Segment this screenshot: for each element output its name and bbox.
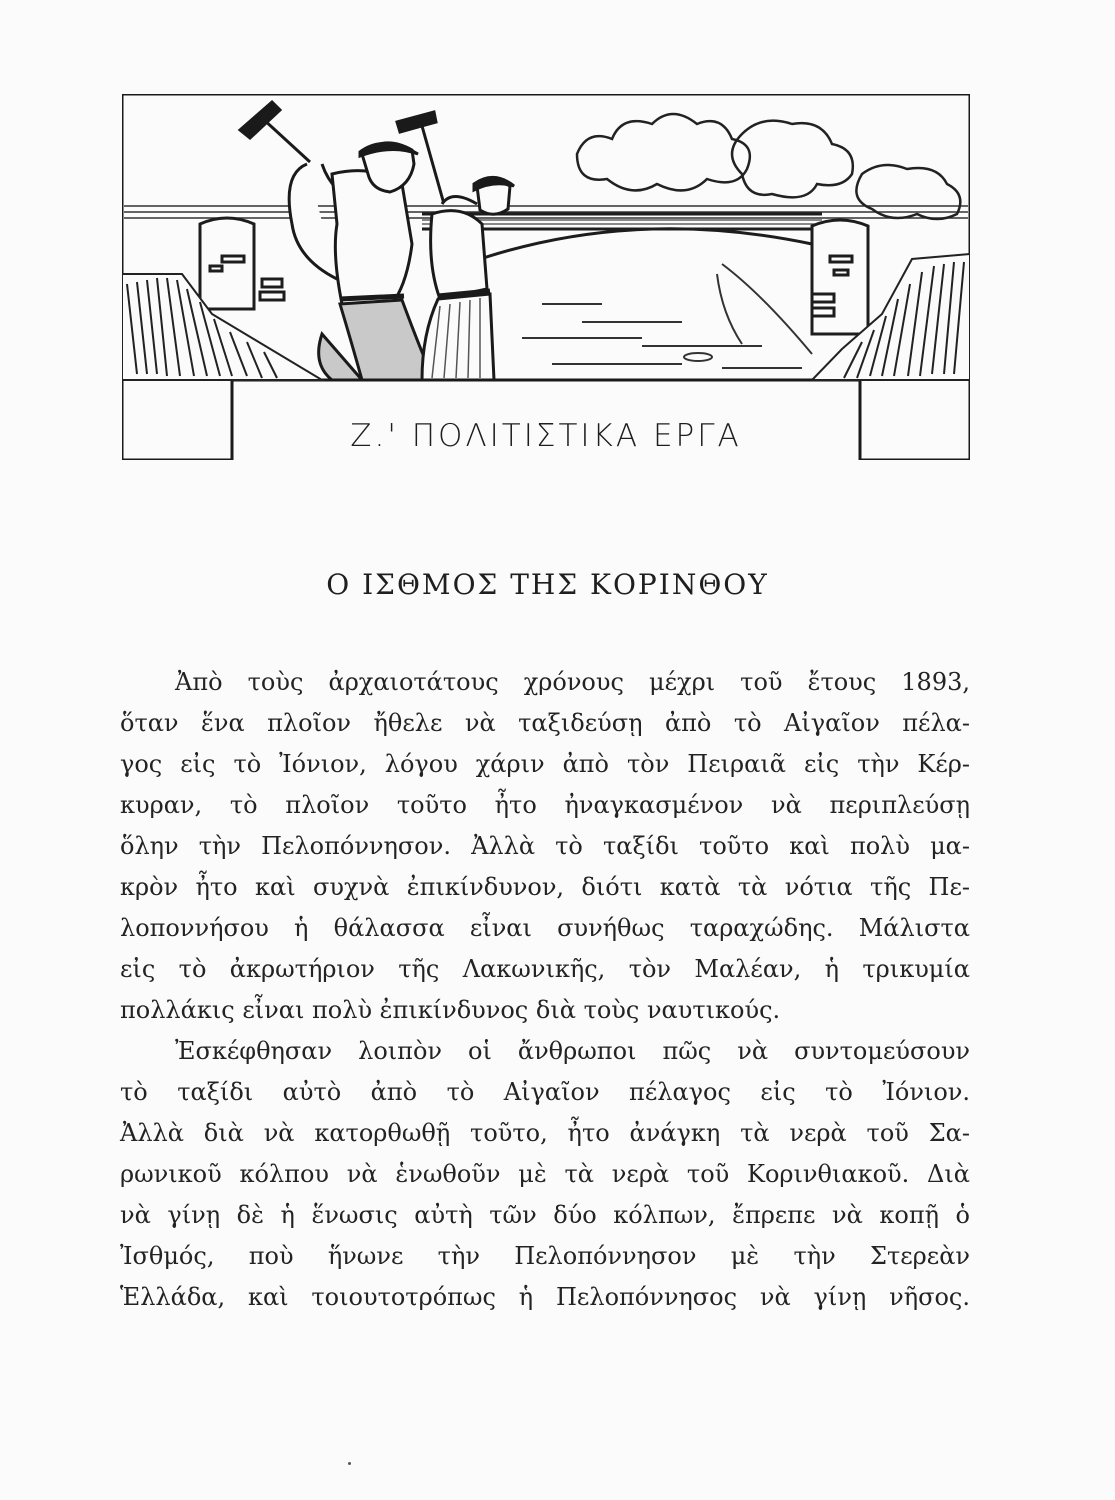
text-line: τὸ ταξίδι αὐτὸ ἀπὸ τὸ Αἰγαῖον πέλαγος εἰς τὸ Ἰόνιον.: [120, 1078, 970, 1106]
cloud-icon: [577, 114, 750, 190]
text-line: ὅλην τὴν Πελοπόννησον. Ἀλλὰ τὸ ταξίδι τοῦτο καὶ πολὺ μα-: [120, 832, 970, 860]
text-line: κυραν, τὸ πλοῖον τοῦτο ἦτο ἠναγκασμένον νὰ περιπλεύσῃ: [120, 791, 970, 819]
worker-icon: [240, 102, 434, 380]
left-tower-icon: [200, 218, 284, 309]
header-illustration: [122, 94, 970, 460]
text-line: Ἑλλάδα, καὶ τοιουτοτρόπως ἡ Πελοπόννησος νὰ γίνῃ νῆσος.: [120, 1283, 970, 1311]
paragraph-1: [120, 662, 970, 1031]
text-line: πολλάκις εἶναι πολὺ ἐπικίνδυνος διὰ τοὺς ναυτικούς.: [120, 996, 781, 1024]
text-line: εἰς τὸ ἀκρωτήριον τῆς Λακωνικῆς, τὸν Μαλέαν, ἡ τρικυμία: [120, 955, 970, 983]
chapter-label: Ζ.' ΠΟΛΙΤΙΣΤΙΚΑ ΕΡΓΑ: [350, 418, 742, 454]
article-body: [120, 662, 970, 1318]
text-line: λοποννήσου ἡ θάλασσα εἶναι συνήθως ταραχώδης. Μάλιστα: [120, 914, 970, 942]
print-speck: [348, 1462, 351, 1465]
text-line: κρὸν ἦτο καὶ συχνὰ ἐπικίνδυνον, διότι κατὰ τὰ νότια τῆς Πε-: [120, 873, 970, 901]
right-tower-icon: [812, 220, 868, 334]
text-line: Ἐσκέφθησαν λοιπὸν οἱ ἄνθρωποι πῶς νὰ συντομεύσουν: [175, 1037, 970, 1065]
text-line: Ἀλλὰ διὰ νὰ κατορθωθῇ τοῦτο, ἦτο ἀνάγκη τὰ νερὰ τοῦ Σα-: [120, 1119, 970, 1147]
text-line: Ἀπὸ τοὺς ἀρχαιοτάτους χρόνους μέχρι τοῦ ἔτους 1893,: [175, 668, 970, 696]
text-line: ὅταν ἕνα πλοῖον ἤθελε νὰ ταξιδεύσῃ ἀπὸ τὸ Αἰγαῖον πέλα-: [120, 709, 970, 737]
sky-lines: [124, 206, 968, 218]
text-line: ρωνικοῦ κόλπου νὰ ἑνωθοῦν μὲ τὰ νερὰ τοῦ Κορινθιακοῦ. Διὰ: [120, 1160, 970, 1188]
article-title: Ο ΙΣΘΜΟΣ ΤΗΣ ΚΟΡΙΝΘΟΥ: [326, 568, 769, 601]
cloud-icon: [856, 165, 960, 219]
text-line: Ἰσθμός, ποὺ ἥνωνε τὴν Πελοπόννησον μὲ τὴν Στερεὰν: [120, 1242, 970, 1270]
text-line: νὰ γίνῃ δὲ ἡ ἕνωσις αὐτὴ τῶν δύο κόλπων, ἔπρεπε νὰ κοπῇ ὁ: [120, 1201, 970, 1229]
text-line: γος εἰς τὸ Ἰόνιον, λόγου χάριν ἀπὸ τὸν Πειραιᾶ εἰς τὴν Κέρ-: [120, 750, 970, 778]
canal-water: [522, 264, 812, 368]
paragraph-2: [120, 1031, 970, 1318]
canal-workers-illustration-icon: [122, 94, 970, 460]
